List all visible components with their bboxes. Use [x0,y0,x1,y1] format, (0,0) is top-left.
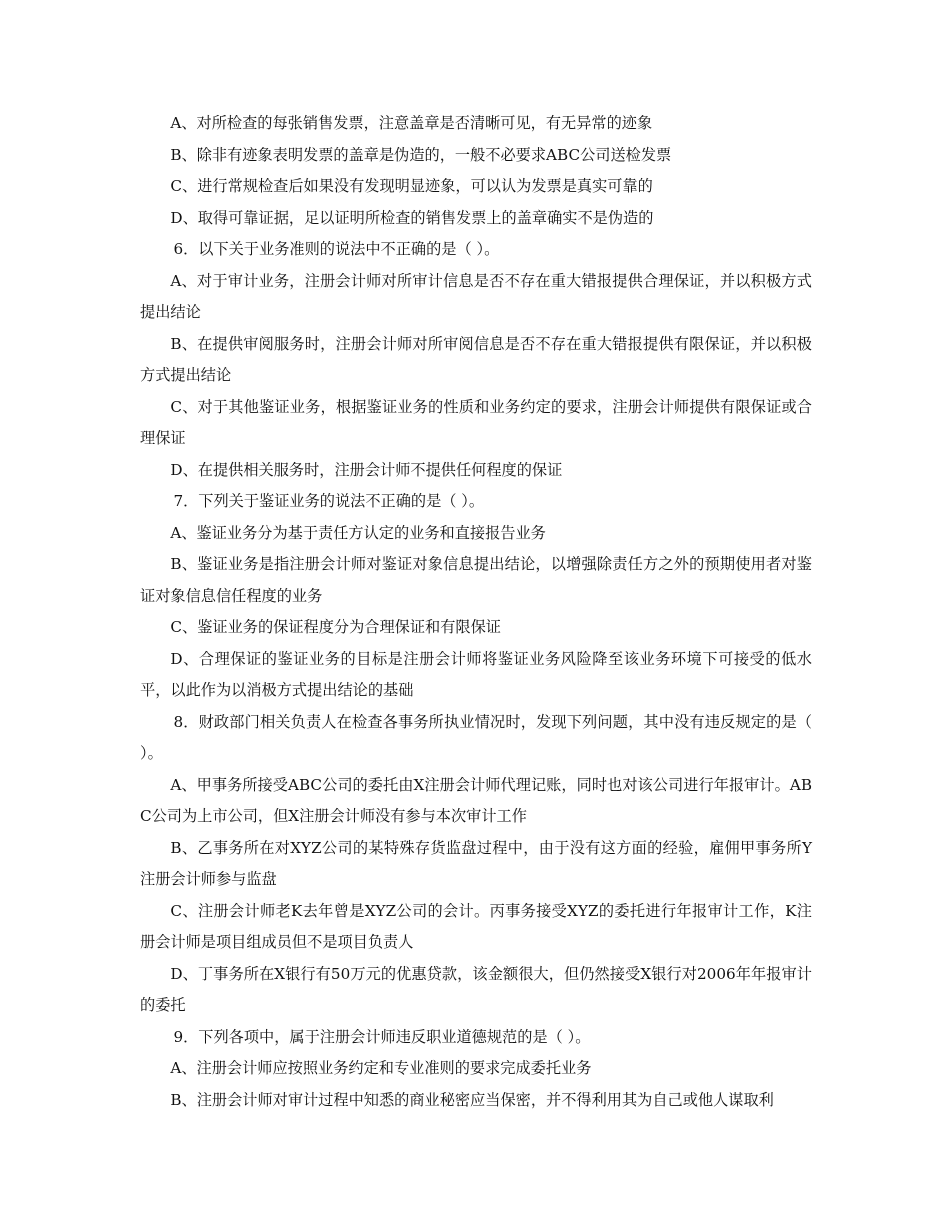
question-6-option-b: B、在提供审阅服务时，注册会计师对所审阅信息是否不存在重大错报提供有限保证，并以积极方式提出结论 [140,334,812,384]
question-8-option-b: B、乙事务所在对XYZ公司的某特殊存货监盘过程中，由于没有这方面的经验，雇佣甲事务所Y注册会计师参与监盘 [140,838,812,888]
question-6: 6．以下关于业务准则的说法中不正确的是（ ）。 [173,240,500,258]
question-7-option-d: D、合理保证的鉴证业务的目标是注册会计师将鉴证业务风险降至该业务环境下可接受的低水平，以此作为以消极方式提出结论的基础 [140,649,812,699]
question-7-option-b: B、鉴证业务是指注册会计师对鉴证对象信息提出结论，以增强除责任方之外的预期使用者对鉴证对象信息信任程度的业务 [140,555,812,605]
question-7: 7．下列关于鉴证业务的说法不正确的是（ ）。 [173,492,485,510]
question-9: 9．下列各项中，属于注册会计师违反职业道德规范的是（ ）。 [173,1027,591,1046]
question-8: 8．财政部门相关负责人在检查各事务所执业情况时，发现下列问题，其中没有违反规定的是（ ）。 [140,712,812,762]
question-6-option-a: A、对于审计业务，注册会计师对所审计信息是否不存在重大错报提供合理保证，并以积极方式提出结论 [140,271,812,321]
question-9-option-a: A、注册会计师应按照业务约定和专业准则的要求完成委托业务 [170,1059,592,1077]
question-8-option-a: A、甲事务所接受ABC公司的委托由X注册会计师代理记账，同时也对该公司进行年报审计。ABC公司为上市公司，但X注册会计师没有参与本次审计工作 [140,775,812,825]
option-a-line: A、对所检查的每张销售发票，注意盖章是否清晰可见，有无异常的迹象 [170,114,653,132]
question-7-option-a: A、鉴证业务分为基于责任方认定的业务和直接报告业务 [170,523,546,542]
question-8-option-d: D、丁事务所在X银行有50万元的优惠贷款，该金额很大，但仍然接受X银行对2006年年报审计的委托 [140,964,812,1014]
question-6-option-d: D、在提供相关服务时，注册会计师不提供任何程度的保证 [170,460,563,479]
document-body [140,108,812,1116]
question-9-option-b: B、注册会计师对审计过程中知悉的商业秘密应当保密，并不得利用其为自己或他人谋取利 [170,1090,774,1109]
option-b-line: B、除非有迹象表明发票的盖章是伪造的，一般不必要求ABC公司送检发票 [170,145,672,164]
question-7-option-c: C、鉴证业务的保证程度分为合理保证和有限保证 [170,618,501,636]
question-6-option-c: C、对于其他鉴证业务，根据鉴证业务的性质和业务约定的要求，注册会计师提供有限保证或合理保证 [140,397,812,447]
question-8-option-c: C、注册会计师老K去年曾是XYZ公司的会计。丙事务接受XYZ的委托进行年报审计工作，K注册会计师是项目组成员但不是项目负责人 [140,901,812,951]
option-c-line: C、进行常规检查后如果没有发现明显迹象，可以认为发票是真实可靠的 [170,177,653,195]
option-d-line: D、取得可靠证据，足以证明所检查的销售发票上的盖章确实不是伪造的 [170,208,654,227]
